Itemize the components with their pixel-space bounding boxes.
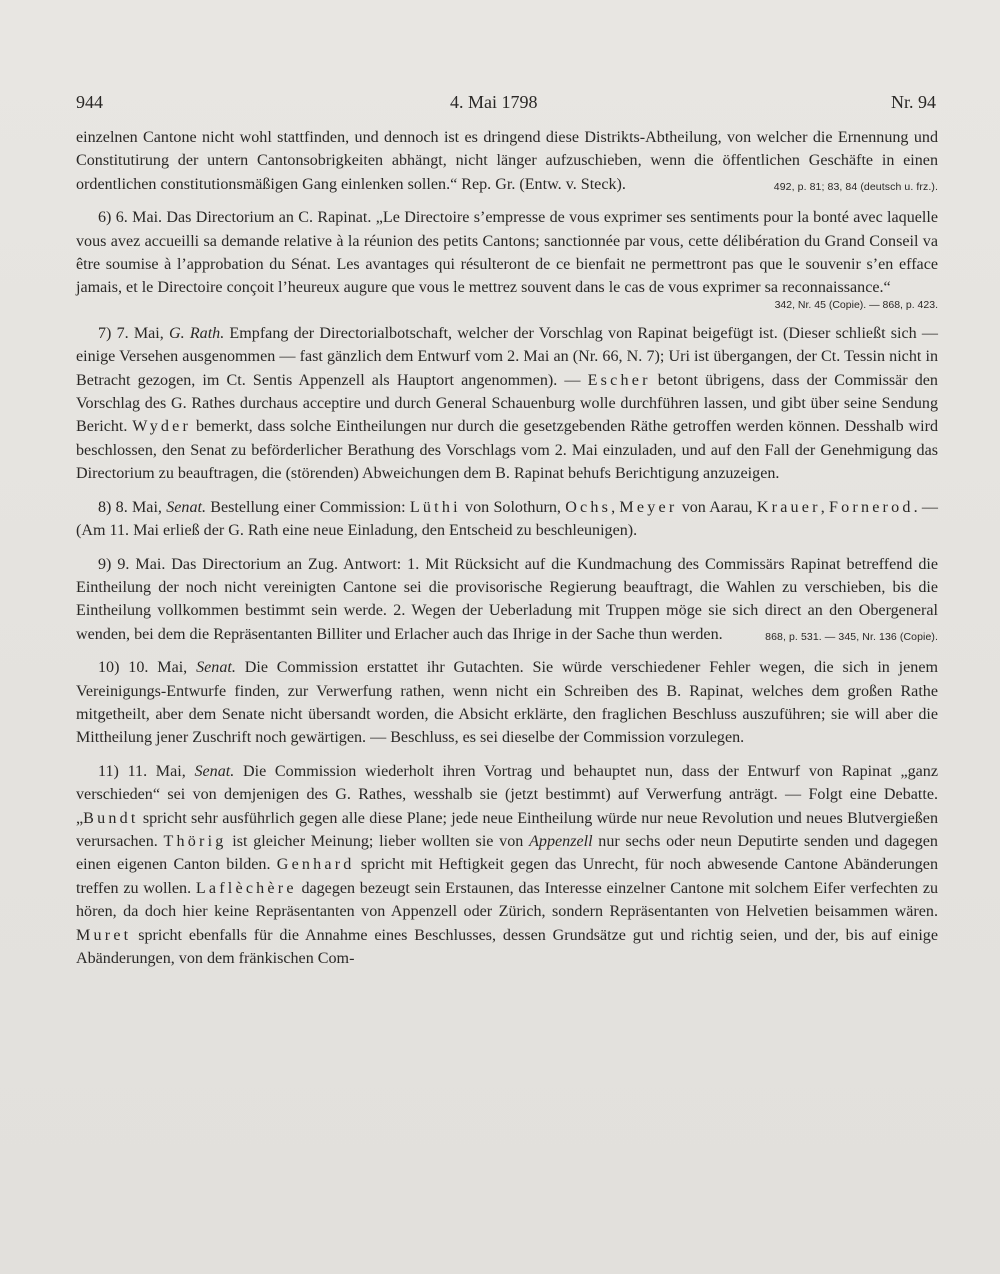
entry-lead: 10) 10. Mai,: [98, 659, 188, 677]
entry-11: 11) 11. Mai, Senat. Die Commission wiederholt ihren Vortrag und behauptet nun, dass der Entwurf von Rapinat „ganz verschieden“ sei von demjenigen des G. Rathes, wesshalb sie (jetzt bestimmt) auf Verwerfung anträgt. — Folgt eine Debatte. „Bundt spricht sehr ausführlich gegen alle diese Plane; jede neue Eintheilung würde nur neue Revolution und neues Blutvergießen verursachen. Thörig ist gleicher Meinung; lieber wollten sie von Appenzell nur sechs oder neun Deputirte senden und dagegen einen eigenen Canton bilden. Genhard spricht mit Heftigkeit gegen das Unrecht, für noch abwesende Cantone Abänderungen treffen zu wollen. Laflèchère dagegen bezeugt sein Erstaunen, das Interesse einzelner Cantone mit solchem Eifer verfechten zu hören, da doch hier keine Repräsentanten von Appenzell oder Zürich, sondern Repräsentanten von Helvetien beisammen wären. Muret spricht ebenfalls für die Annahme eines Beschlusses, dessen Grundsätze gut und richtig seien, und der, bis auf einige Abänderungen, von dem fränkischen Com-: [76, 762, 939, 967]
entry-6: 6) 6. Mai. Das Directorium an C. Rapinat. „Le Directoire s’empresse de vous exprimer ses sentiments pour la bonté avec laquelle vous avez accueilli sa demande relative à la réunion des petits Cantons; sanctionnée par vous, cette délibération du Grand Conseil va être soumise à l’approbation du Sénat. Les avantages qui résulteront de ce bienfait ne permettront pas que le souvenir s’en efface jamais, et le Directoire conçoit l’heureux augure que vous le mettrez souvent dans le cas de vous exprimer sa reconnaissance.“: [76, 209, 938, 297]
header-date: 4. Mai 1798: [450, 92, 538, 112]
header-document-number: Nr. 94: [891, 92, 936, 112]
entry-lead: 8) 8. Mai,: [98, 498, 162, 516]
entry-8: 8) 8. Mai, Senat. Bestellung einer Commission: Lüthi von Solothurn, Ochs, Meyer von Aarau, Krauer, Fornerod. — (Am 11. Mai erließ der G. Rath eine neue Einladung, den Entscheid zu beschleunigen).: [76, 498, 938, 540]
person-name: Bundt: [83, 809, 139, 827]
entry-7: 7) 7. Mai, G. Rath. Empfang der Directorialbotschaft, welcher der Vorschlag von Rapinat beigefügt ist. (Dieser schließt sich — einige Versehen ausgenommen — fast gänzlich dem Entwurf vom 2. Mai an (Nr. 66, N. 7); Uri ist übergangen, der Ct. Tessin nicht in Betracht gezogen, im Ct. Sentis Appenzell als Hauptort angenommen). — Escher betont übrigens, dass der Commissär den Vorschlag des G. Rathes durchaus acceptire und durch General Schauenburg wolle durchführen lassen, und gibt über seine Sendung Bericht. Wyder bemerkt, dass solche Eintheilungen nur durch die gesetzgebenden Räthe getroffen werden können. Desshalb wird beschlossen, den Senat zu beförderlicher Berathung des Vorschlags vom 2. Mai einzuladen, und auf den Fall der Genehmigung das Directorium zu beauftragen, die (störenden) Abweichungen dem B. Rapinat behufs Berichtigung anzuzeigen.: [76, 324, 938, 483]
entry-lead: 9) 9. Mai. Das Directorium an Zug.: [98, 555, 339, 573]
source-reference: 868, p. 531. — 345, Nr. 136 (Copie).: [765, 630, 938, 643]
entry-lead: 11) 11. Mai,: [98, 762, 186, 780]
person-name: Genhard: [276, 856, 355, 874]
entry-10: 10) 10. Mai, Senat. Die Commission erstattet ihr Gutachten. Sie würde verschiedener Fehler wegen, die sich in jenem Vereinigungs-Entwurfe finden, zur Verwerfung rathen, wenn nicht ein Schreiben des B. Rapinat, welches dem großen Rathe mitgetheilt, aber dem Senate nicht übersandt worden, die Absicht erklärte, den fraglichen Beschluss auszuführen; sie will aber die Mittheilung jener Zuschrift noch gewärtigen. — Beschluss, es sei dieselbe der Commission vorzulegen.: [76, 659, 939, 747]
person-name: Meyer: [619, 498, 678, 516]
person-name: Thörig: [163, 832, 227, 850]
person-name: Krauer: [756, 498, 821, 516]
entry-body-italic: G. Rath.: [168, 324, 225, 342]
entry-body-italic: Senat.: [166, 498, 206, 516]
entry-9: 9) 9. Mai. Das Directorium an Zug. Antwort: 1. Mit Rücksicht auf die Kundmachung des Commissärs Rapinat betreffend die Eintheilung der noch nicht vereinigten Cantone sei die provisorische Regierung beauftragt, die Wahlen zu verschieben, bis die Eintheilung vollkommen bestimmt sein werde. 2. Wegen der Ueberladung mit Truppen möge sie sich direct an den Obergeneral wenden, bei dem die Repräsentanten Billiter und Erlacher auch das Ihrige in der Sache thun werden. 868, p. 531. — 345, Nr. 136 (Copie).: [76, 553, 938, 647]
paragraph-continuation: einzelnen Cantone nicht wohl stattfinden, und dennoch ist es dringend diese Distrikts-Abtheilung, von welcher die Ernennung und Constitutirung der untern Cantonsobrigkeiten abhängt, nicht länger aufzuschieben, wenn die öffentlichen Geschäfte in einen ordentlichen constitutionsmäßigen Gang einlenken sollen.“ Rep. Gr. (Entw. v. Steck). 492, p. 81; 83, 84 (deutsch u. frz.).: [76, 126, 938, 196]
entry-lead: 6) 6. Mai. Das Directorium an C. Rapinat.: [98, 209, 372, 227]
person-name: Ochs: [565, 498, 612, 516]
source-reference: 342, Nr. 45 (Copie). — 868, p. 423.: [774, 298, 938, 311]
entry-body-italic: Senat.: [196, 659, 236, 677]
entry-body-italic: Senat.: [194, 762, 235, 780]
source-reference: 492, p. 81; 83, 84 (deutsch u. frz.).: [773, 180, 938, 193]
person-name: Laflèchère: [195, 879, 297, 897]
person-name: Muret: [76, 926, 132, 944]
person-name: Wyder: [132, 418, 192, 436]
page-number: 944: [76, 92, 103, 112]
person-name: Escher: [587, 371, 651, 389]
place-name-italic: Appenzell: [529, 832, 593, 850]
person-name: Fornerod: [829, 498, 914, 516]
entry-lead: 7) 7. Mai,: [98, 324, 164, 342]
person-name: Lüthi: [409, 498, 461, 516]
body-text: [76, 126, 938, 970]
running-header: [76, 92, 936, 118]
